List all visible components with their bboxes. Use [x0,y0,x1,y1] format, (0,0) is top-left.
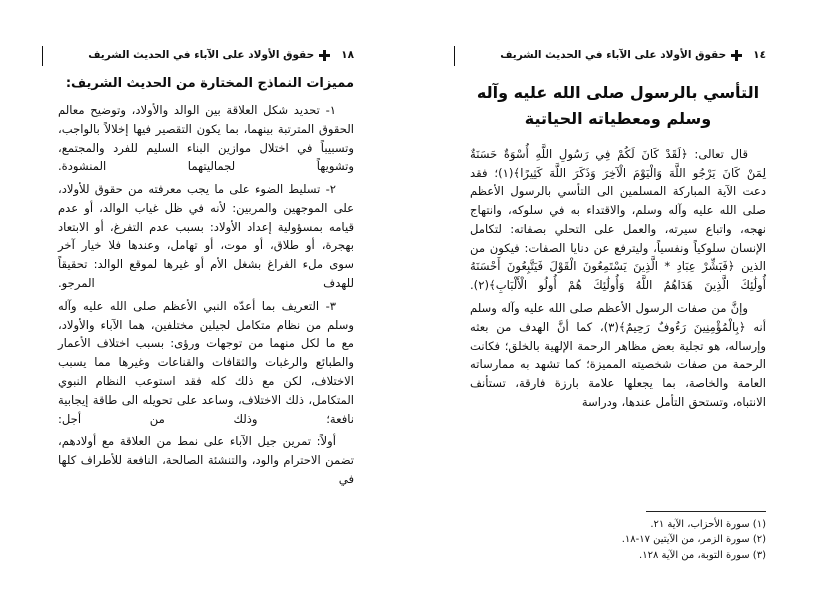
paragraph: أولاً: تمرين جيل الآباء على نمط من العلاقة مع أولادهم، تضمن الاحترام والود، والتنشئة الصالحة، النافعة للأطراف كلها في [58,434,354,486]
section-subtitle: مميزات النماذج المختارة من الحديث الشريف: [65,76,354,91]
footnote-item: (١) سورة الأحزاب، الآية ٢١. [650,518,766,530]
page-right-header [470,44,766,66]
paragraph: ٢- تسليط الضوء على ما يجب معرفته من حقوق للأولاد، على الموجهين والمربين: لأنه في ظل غياب الوالد، أو عدم قيامه بمسؤولية إعداد الأولاد: بسبب عدم التفرغ، أو الابتعاد بهجرة، أو طلاق، أو موت، أو تهامل، وعندها فلا خيار آخر سوى ملء الفراغ بشغل الأم أو غيرها لموقع الوالد: تحقيقاً للهدف المرجو. [58,182,354,291]
running-title-right: حقوق الأولاد على الآباء في الحديث الشريف [500,49,727,61]
paragraph: وإنَّ من صفات الرسول الأعظم صلى الله عليه وآله وسلم أنه ﴿بِالْمُؤْمِنِينَ رَءُوفٌ رَحِيمٌ﴾(٣)، كما أنَّ الهدف من بعثه وإرساله، هو تجلية بعض مظاهر الرحمة الإلهية بالخلق؛ فكانت الرحمة من صفات شخصيته المميزة؛ كما تشهد به ممارساته العامة والخاصة، بما يجعلها علامة بارزة فارقة، تستأنف الانتباه، وتستحق التأمل عندها، ودراسة [470,301,767,409]
ornament-icon [319,50,330,61]
page-number-right: ١٤ [753,49,766,61]
paragraph: ١- تحديد شكل العلاقة بين الوالد والأولاد، وتوضيح معالم الحقوق المترتبة بينهما، بما يكون التقصير فيها إخلالاً بالواجب، وتسبيباً في اختلال موازين البناء السليم للفرد والمجتمع، وتشويهاً لجماليتهما المنشودة. [58,103,354,174]
page-left-header [58,44,354,66]
page-right-content [470,44,766,571]
page-left-content [58,44,354,571]
running-title-left: حقوق الأولاد على الآباء في الحديث الشريف [88,49,315,61]
page-number-left: ١٨ [341,49,354,61]
page-right [412,0,824,601]
paragraph: قال تعالى: ﴿لَقَدْ كَانَ لَكُمْ فِي رَسُولِ اللَّهِ أُسْوَةٌ حَسَنَةٌ لِمَنْ كَانَ يَرْجُو اللَّهَ وَالْيَوْمَ الْآخِرَ وَذَكَرَ اللَّهَ كَثِيرًا﴾(١)؛ فقد دعت الآية المباركة المسلمين الى التأسي بالرسول الأعظم صلى الله عليه وآله وسلم، والاقتداء به في سلوكه، وانتهاج نهجه، واتباع سيرته، والعمل على التحلي بصفاته: لتكامل الإنسان سلوكياً ونفسياً، وليترفع عن دنايا الصفات: فيكون من الذين ﴿فَبَشِّرْ عِبَادِ * الَّذِينَ يَسْتَمِعُونَ الْقَوْلَ فَيَتَّبِعُونَ أَحْسَنَهُ أُولَٰئِكَ الَّذِينَ هَدَاهُمُ اللَّهُ وَأُولَٰئِكَ هُمْ أُولُو الْأَلْبَابِ﴾(٢). [470,146,766,293]
footnote-item: (٣) سورة التوبة، من الآية ١٢٨. [639,549,766,561]
page-title-right: التأسي بالرسول صلى الله عليه وآله وسلم ومعطياته الحياتية [476,83,760,129]
paragraph: ٣- التعريف بما أعدّه النبي الأعظم صلى الله عليه وآله وسلم من نظام متكامل لجيلين مختلفين، هما الآباء والأولاد، مع ما لكل منهما من توجهات ورؤى: بسبب اختلاف الأعمار والطبائع والرغبات والثقافات والقناعات وغيرها مما يسبب الاختلاف، لكن مع ذلك كله فقد استوعب النظام النبوي المتكامل، ذلك الاختلاف، وساعد على تحويله الى طاقة إيجابية نافعة؛ وذلك من أجل: [58,298,354,426]
footnote-item: (٢) سورة الزمر، من الآيتين ١٧-١٨. [621,534,766,545]
footnotes-right [470,511,766,564]
header-rule [42,46,43,66]
header-rule [454,46,455,66]
footnote-divider [646,511,766,512]
ornament-icon [731,50,742,61]
